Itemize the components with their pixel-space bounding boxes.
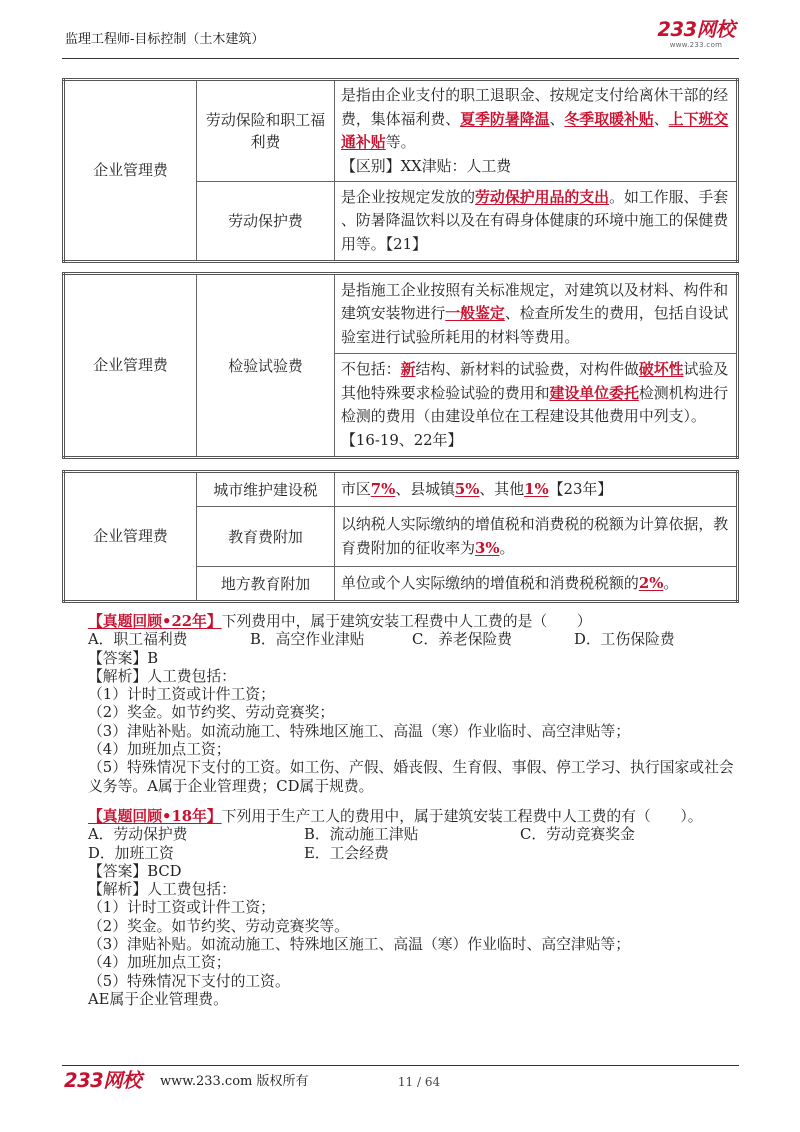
analysis-line: （3）津贴补贴。如流动施工、特殊地区施工、高温（寒）作业临时、高空津贴等； (88, 936, 631, 954)
footer-copyright: www.233.com 版权所有 (160, 1074, 309, 1089)
analysis-line: （5）特殊情况下支付的工资。 (88, 972, 290, 990)
item-cell (197, 274, 335, 458)
option-d: D．加班工资 (88, 844, 174, 862)
analysis-line: （1）计时工资或计件工资； (88, 686, 275, 704)
item-cell (197, 507, 335, 567)
highlighted-term: 上下班交通补贴 (341, 109, 729, 151)
cell-note: 【区别】XX津贴：人工费 (341, 156, 512, 175)
question-stem: 下列用于生产工人的费用中，属于建筑安装工程费中人工费的有（ ）。 (221, 808, 703, 825)
highlighted-term: 冬季取暖补贴 (564, 109, 654, 128)
answer-line: 【答案】BCD (88, 862, 182, 880)
page-number: 11 / 64 (397, 1075, 441, 1089)
highlighted-term: 劳动保护用品的支出 (475, 187, 610, 206)
answer-line: 【答案】B (88, 649, 159, 667)
text-run: 、其他 (479, 479, 525, 498)
header-divider (62, 58, 739, 59)
options-list (88, 826, 738, 863)
header-title: 监理工程师-目标控制（土木建筑） (65, 32, 265, 47)
text-run: 。 (499, 538, 515, 557)
analysis-line: （5）特殊情况下支付的工资。如工伤、产假、婚丧假、生育假、事假、停工学习、执行国家或社会义务等。A属于企业管理费；CD属于规费。 (88, 759, 734, 795)
fee-table-taxes (62, 470, 739, 603)
options-list (88, 631, 738, 649)
option-c: C．养老保险费 (412, 631, 513, 649)
highlighted-term: 建设单位委托 (549, 383, 639, 402)
option-b: B．高空作业津贴 (250, 631, 365, 649)
item-label: 地方教育附加 (220, 574, 311, 593)
category-label: 企业管理费 (93, 160, 168, 179)
question-title (88, 613, 738, 631)
category-label: 企业管理费 (93, 526, 168, 545)
content-cell (335, 567, 738, 602)
content-paragraph (341, 279, 730, 350)
footer-divider (62, 1065, 739, 1066)
footer-logo: 233网校 (64, 1069, 142, 1092)
analysis-line: 【解析】人工费包括： (88, 881, 236, 899)
highlighted-term: 2% (638, 573, 664, 592)
item-cell (197, 182, 335, 262)
content-paragraph (341, 84, 730, 155)
text-run: 。如工作服、手套、防暑降温饮料以及在有碍身体健康的环境中施工的保健费用等。【21】 (341, 187, 729, 253)
table-row (64, 80, 738, 182)
analysis-line: AE属于企业管理费。 (88, 990, 228, 1008)
content-cell (335, 507, 738, 567)
item-cell (197, 80, 335, 182)
highlighted-term: 一般鉴定 (445, 304, 505, 323)
option-e: E．工会经费 (304, 844, 389, 862)
question-tag: 【真题回顾•18年】 (88, 808, 222, 825)
highlighted-term: 破坏性 (638, 360, 684, 378)
table-row (64, 472, 738, 507)
analysis-line: （2）奖金。如节约奖、劳动竞赛奖； (88, 704, 335, 722)
content-cell (335, 274, 738, 354)
logo-233-wangxiao: 233网校 (657, 18, 735, 41)
question-tag: 【真题回顾•22年】 (88, 613, 222, 630)
table-row (64, 274, 738, 354)
content-paragraph (341, 513, 730, 560)
text-run: 。 (663, 573, 679, 592)
category-label: 企业管理费 (93, 355, 168, 374)
text-run: 是指由企业支付的职工退职金、按规定支付给离休干部的经费，集体福利费、 (341, 86, 729, 128)
category-cell (64, 274, 197, 458)
question-title (88, 808, 738, 826)
item-cell (197, 567, 335, 602)
text-run: 检测机构进行检测的费用（由建设单位在工程建设其他费用中列支）。 (341, 383, 729, 425)
text-run: 、县城镇 (395, 479, 455, 498)
analysis-line: （2）奖金。如节约奖、劳动竞赛奖等。 (88, 917, 349, 935)
category-cell (64, 80, 197, 262)
option-b: B．流动施工津贴 (304, 826, 419, 844)
option-a: A．职工福利费 (88, 631, 188, 649)
option-a: A．劳动保护费 (88, 826, 188, 844)
highlighted-term: 7% (370, 479, 396, 498)
content-paragraph (341, 478, 730, 502)
highlighted-term: 5% (454, 479, 480, 498)
item-label: 劳动保护费 (228, 212, 303, 230)
text-run: 不包括： (341, 360, 401, 378)
text-run: 市区 (341, 479, 371, 498)
item-label: 城市维护建设税 (213, 480, 318, 499)
item-label: 劳动保险和职工福利费 (205, 111, 326, 151)
content-cell (335, 80, 738, 182)
question-stem: 下列费用中，属于建筑安装工程费中人工费的是（ ） (221, 613, 592, 630)
analysis-line: （1）计时工资或计件工资； (88, 899, 275, 917)
content-cell (335, 182, 738, 262)
text-run: 试验及其他特殊要求检验试验的费用和 (341, 360, 729, 402)
content-paragraph (341, 186, 730, 257)
text-run: 是企业按规定发放的 (341, 187, 476, 206)
fee-table-testing (62, 272, 739, 459)
text-run: 、 (653, 109, 669, 128)
analysis-line: （3）津贴补贴。如流动施工、特殊地区施工、高温（寒）作业临时、高空津贴等； (88, 722, 631, 740)
text-run: 、检查所发生的费用，包括自设试验室进行试验所耗用的材料等费用。 (341, 304, 729, 346)
item-label: 教育费附加 (228, 527, 303, 546)
highlighted-term: 3% (475, 538, 500, 557)
cell-note: 【16-19、22年】 (341, 430, 463, 449)
content-paragraph (341, 358, 730, 429)
content-cell (335, 472, 738, 507)
header-logo (650, 18, 742, 49)
text-run: 【23年】 (548, 479, 613, 498)
text-run: 结构、新材料的试验费，对构件做 (415, 360, 639, 378)
question-block-18 (88, 808, 738, 1009)
content-cell (335, 354, 738, 458)
highlighted-term: 新 (400, 360, 416, 378)
highlighted-term: 夏季防暑降温 (460, 109, 550, 128)
fee-table-welfare (62, 78, 739, 263)
text-run: 、 (549, 109, 565, 128)
analysis-line: （4）加班加点工资； (88, 741, 231, 759)
text-run: 等。 (385, 133, 416, 151)
item-cell (197, 472, 335, 507)
analysis-line: （4）加班加点工资； (88, 954, 231, 972)
text-run: 单位或个人实际缴纳的增值税和消费税税额的 (341, 573, 639, 592)
text-run: 是指施工企业按照有关标准规定，对建筑以及材料、构件和建筑安装物进行 (341, 280, 729, 323)
logo-url: www.233.com (669, 41, 723, 49)
content-paragraph (341, 572, 730, 596)
analysis-line: 【解析】人工费包括： (88, 667, 236, 685)
option-c: C．劳动竞赛奖金 (520, 826, 635, 844)
highlighted-term: 1% (524, 479, 549, 498)
item-label: 检验试验费 (228, 356, 303, 375)
option-d: D．工伤保险费 (574, 631, 675, 649)
text-run: 以纳税人实际缴纳的增值税和消费税的税额为计算依据，教育费附加的征收率为 (341, 515, 729, 557)
category-cell (64, 472, 197, 602)
question-block-22 (88, 613, 738, 796)
